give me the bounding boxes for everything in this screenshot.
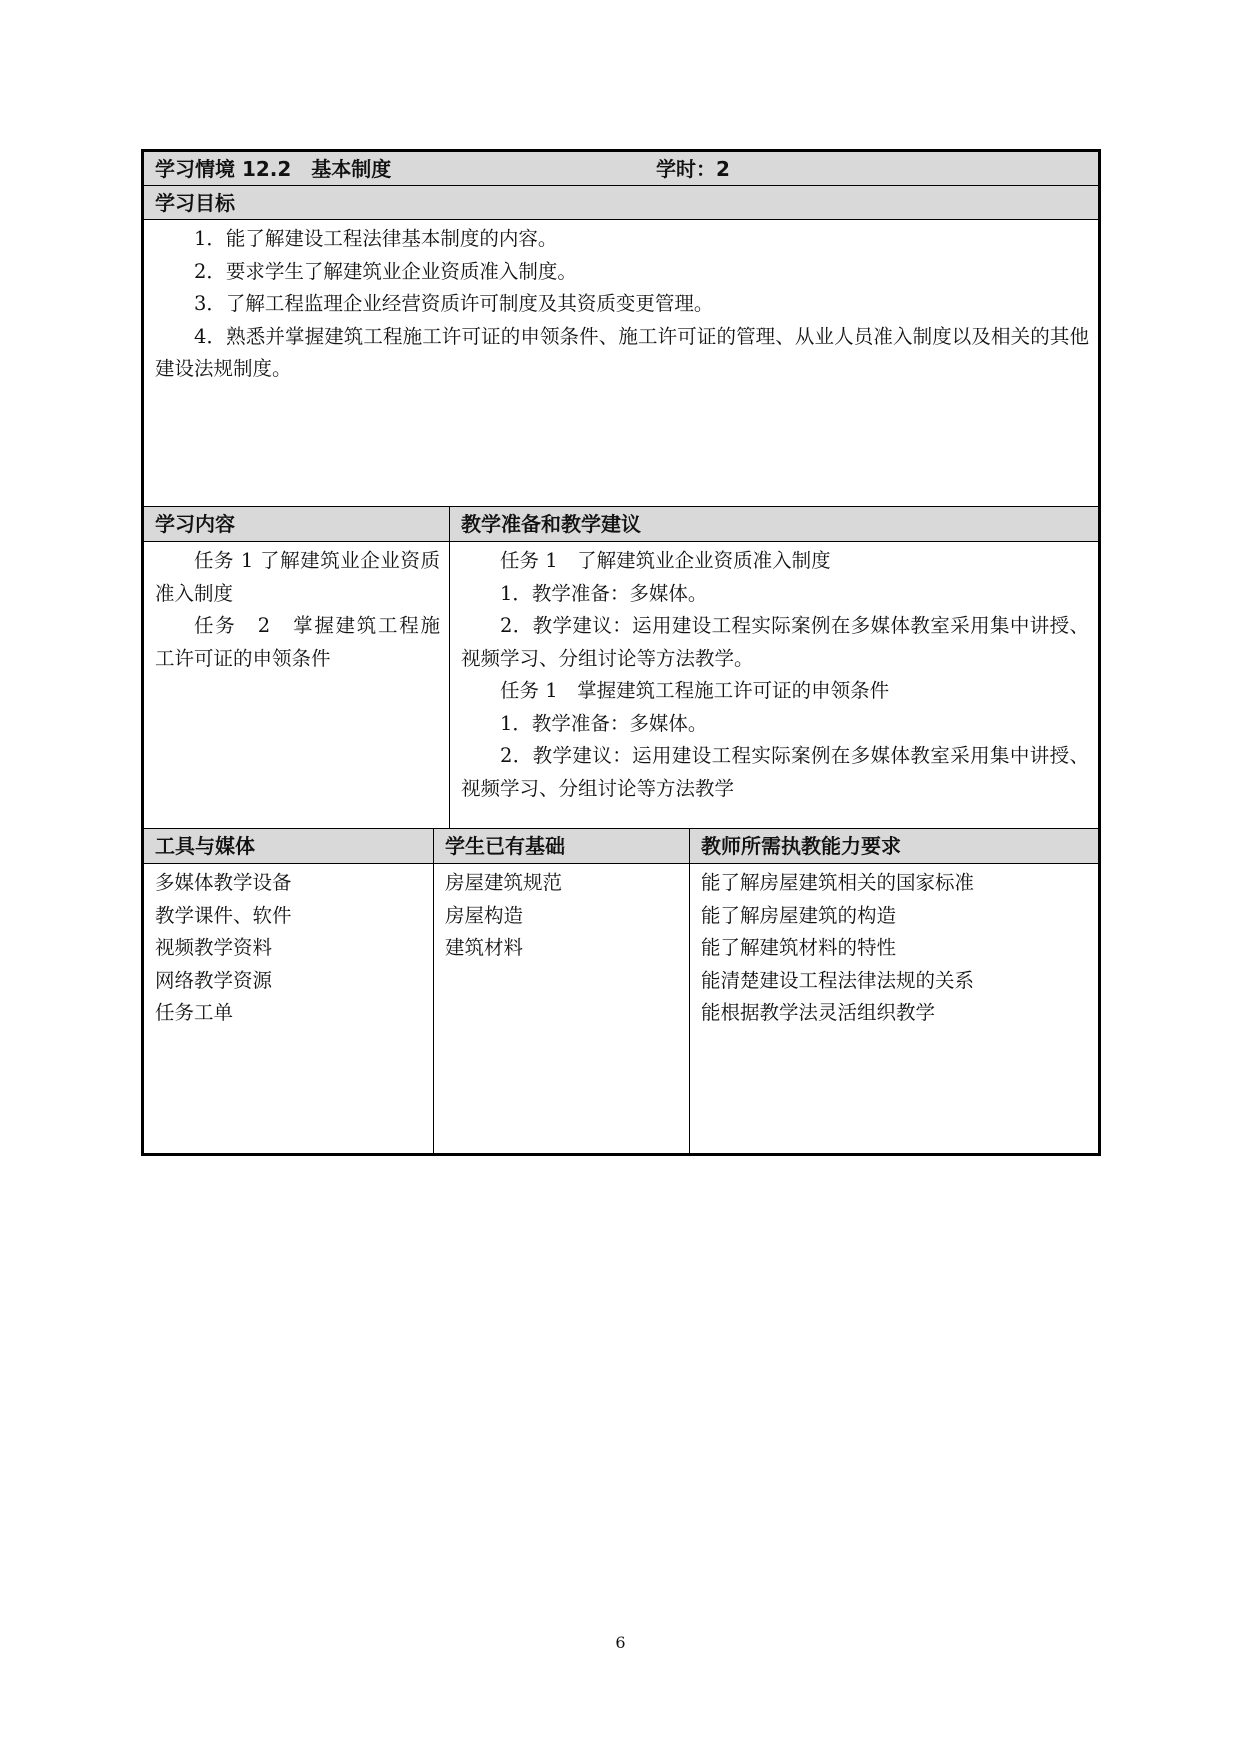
- lesson-plan-table: [141, 149, 1101, 1156]
- content-body: [144, 542, 450, 828]
- objective-item: 1．能了解建设工程法律基本制度的内容。: [194, 227, 558, 250]
- teacher-header-label: 教师所需执教能力要求: [701, 834, 901, 858]
- basis-body: [434, 864, 690, 1153]
- teacher-header: [690, 829, 1098, 863]
- content-body-row: [144, 542, 1098, 829]
- objective-item: 2．要求学生了解建筑业企业资质准入制度。: [194, 259, 577, 283]
- situation-title-row: [144, 152, 1098, 186]
- tools-item: 网络教学资源: [155, 968, 273, 992]
- teacher-item: 能根据教学法灵活组织教学: [701, 1001, 936, 1024]
- content-header-row: [144, 507, 1098, 542]
- tools-header: [144, 829, 434, 863]
- content-header-label: 学习内容: [155, 512, 235, 536]
- objectives-header: [144, 186, 1098, 220]
- basis-header-label: 学生已有基础: [445, 834, 565, 858]
- teacher-item: 能清楚建设工程法律法规的关系: [701, 968, 975, 992]
- teaching-header: [450, 507, 1098, 541]
- teaching-item: 2．教学建议：运用建设工程实际案例在多媒体教室采用集中讲授、视频学习、分组讨论等方法教学: [461, 744, 1089, 800]
- page-number: 6: [615, 1633, 626, 1652]
- teaching-item: 1．教学准备：多媒体。: [500, 581, 708, 605]
- objective-item: 3．了解工程监理企业经营资质许可制度及其资质变更管理。: [194, 292, 714, 315]
- situation-title: 学习情境 12.2 基本制度: [155, 157, 392, 181]
- teaching-item: 任务 1 掌握建筑工程施工许可证的申领条件: [500, 679, 890, 702]
- tools-item: 视频教学资料: [155, 936, 273, 959]
- tools-item: 任务工单: [155, 1001, 234, 1024]
- basis-item: 房屋构造: [445, 903, 524, 927]
- objective-item: 4．熟悉并掌握建筑工程施工许可证的申领条件、施工许可证的管理、从业人员准入制度以及相关的其他建设法规制度。: [155, 324, 1089, 380]
- teaching-item: 任务 1 了解建筑业企业资质准入制度: [500, 549, 831, 572]
- teaching-header-label: 教学准备和教学建议: [461, 512, 641, 536]
- teaching-item: 2．教学建议：运用建设工程实际案例在多媒体教室采用集中讲授、视频学习、分组讨论等方法教学。: [461, 614, 1089, 670]
- teaching-body: [450, 542, 1098, 828]
- content-item: 任务 2 掌握建筑工程施工许可证的申领条件: [155, 614, 440, 670]
- content-header: [144, 507, 450, 541]
- objectives-body: [144, 220, 1098, 506]
- tools-item: 多媒体教学设备: [155, 871, 292, 894]
- objectives-body-row: [144, 220, 1098, 507]
- class-hours: 学时：2: [656, 157, 730, 181]
- resources-body-row: [144, 864, 1098, 1153]
- teacher-item: 能了解建筑材料的特性: [701, 936, 897, 959]
- teacher-body: [690, 864, 1098, 1153]
- teacher-item: 能了解房屋建筑的构造: [701, 903, 897, 927]
- tools-item: 教学课件、软件: [155, 903, 292, 927]
- basis-item: 建筑材料: [445, 936, 524, 959]
- teacher-item: 能了解房屋建筑相关的国家标准: [701, 871, 975, 894]
- teaching-item: 1．教学准备：多媒体。: [500, 711, 708, 735]
- content-item: 任务 1 了解建筑业企业资质准入制度: [155, 549, 440, 605]
- objectives-header-label: 学习目标: [155, 191, 235, 215]
- resources-header-row: [144, 829, 1098, 864]
- tools-header-label: 工具与媒体: [155, 834, 255, 858]
- tools-body: [144, 864, 434, 1153]
- basis-item: 房屋建筑规范: [445, 871, 563, 894]
- basis-header: [434, 829, 690, 863]
